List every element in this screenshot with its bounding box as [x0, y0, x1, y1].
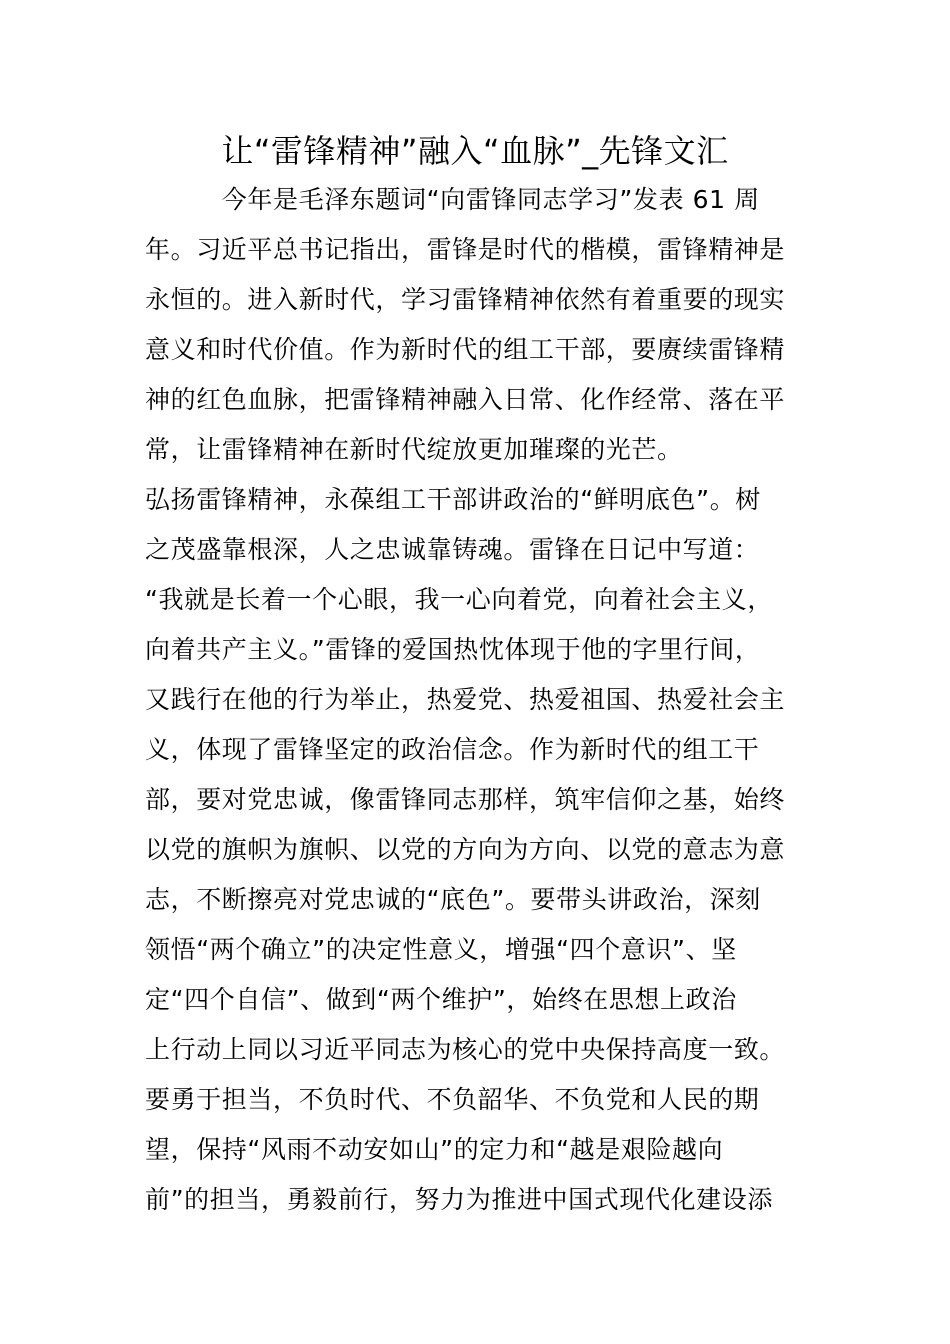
text-line: 志，不断擦亮对党忠诚的“底色”。要带头讲政治，深刻	[145, 885, 761, 914]
text-line: 领悟“两个确立”的决定性意义，增强“四个意识”、坚	[145, 935, 737, 964]
text-line: 要勇于担当，不负时代、不负韶华、不负党和人民的期	[145, 1085, 760, 1114]
text-line: 向着共产主义。”雷锋的爱国热忱体现于他的字里行间，	[145, 635, 761, 664]
text-line: 年。习近平总书记指出，雷锋是时代的楷模，雷锋精神是	[145, 235, 786, 264]
text-line: 上行动上同以习近平同志为核心的党中央保持高度一致。	[145, 1035, 786, 1064]
document-body	[145, 175, 810, 1225]
text-line: 部，要对党忠诚，像雷锋同志那样，筑牢信仰之基，始终	[145, 785, 786, 814]
text-line: 义，体现了雷锋坚定的政治信念。作为新时代的组工干	[145, 735, 760, 764]
text-line: “我就是长着一个心眼，我一心向着党，向着社会主义，	[145, 585, 773, 614]
text-line: 弘扬雷锋精神，永葆组工干部讲政治的“鲜明底色”。树	[145, 485, 761, 514]
text-line: 神的红色血脉，把雷锋精神融入日常、化作经常、落在平	[145, 385, 786, 414]
text-line: 意义和时代价值。作为新时代的组工干部，要赓续雷锋精	[145, 335, 786, 364]
text-line: 前”的担当，勇毅前行，努力为推进中国式现代化建设添	[145, 1185, 773, 1214]
document-title: 让“雷锋精神”融入“血脉”_先锋文汇	[221, 132, 729, 170]
text-line: 以党的旗帜为旗帜、以党的方向为方向、以党的意志为意	[145, 835, 786, 864]
text-line: 又践行在他的行为举止，热爱党、热爱祖国、热爱社会主	[145, 685, 786, 714]
text-line: 永恒的。进入新时代，学习雷锋精神依然有着重要的现实	[145, 285, 786, 314]
text-line: 今年是毛泽东题词“向雷锋同志学习”发表 61 周	[145, 185, 760, 214]
text-line: 之茂盛靠根深，人之忠诚靠铸魂。雷锋在日记中写道：	[145, 535, 760, 564]
text-line: 常，让雷锋精神在新时代绽放更加璀璨的光芒。	[145, 435, 683, 464]
text-line: 定“四个自信”、做到“两个维护”，始终在思想上政治	[145, 985, 737, 1014]
text-line: 望，保持“风雨不动安如山”的定力和“越是艰险越向	[145, 1135, 724, 1164]
